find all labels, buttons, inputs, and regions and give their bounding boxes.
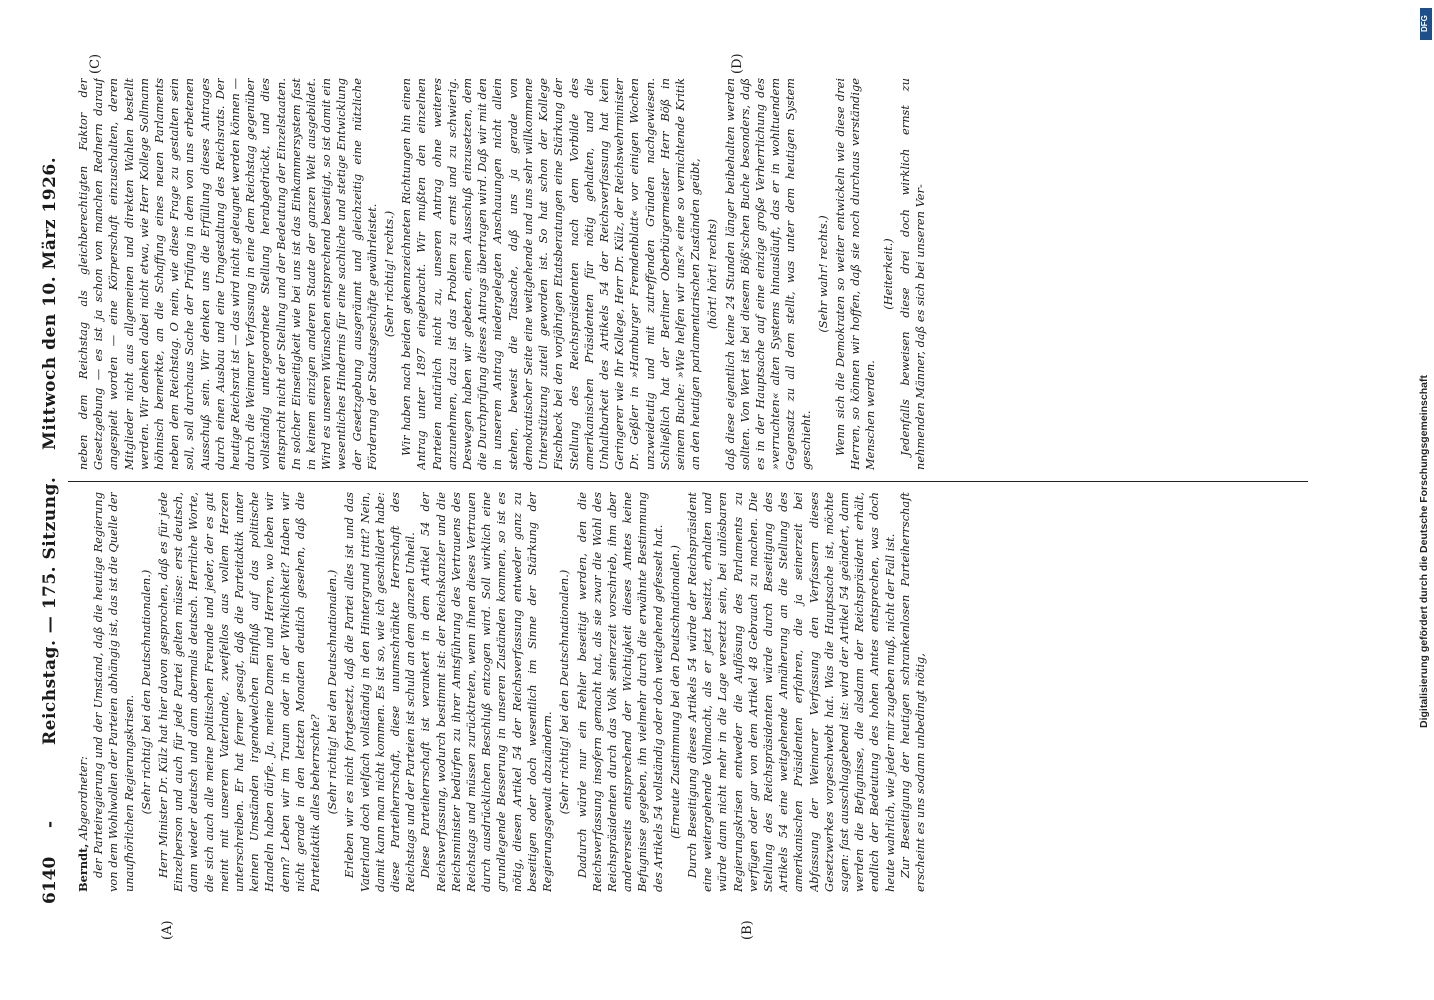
paragraph: Herr Minister Dr. Külz hat hier davon gesprochen, daß es für jede Einzelperson und auch für jede Partei gelten müsse: erst deutsch, dann wieder deutsch und dann abermals deutsch. Herrliche Worte, die sich auch alle meine politischen Freunde und jeder, der es gut meint mit unserem Vaterlande, zweifellos aus vollem Herzen unterschreiben. Er hat ferner gesagt, daß die Parteitaktik unter keinen Umständen irgendwelchen Einfluß auf das politische Handeln haben dürfe. Ja, meine Damen und Herren, wo leben wir denn? Leben wir im Traum oder in der Wirklichkeit? Haben wir nicht gerade in den letzten Monaten deutlich gesehen, daß die Parteitaktik alles beherrschte?: [156, 492, 323, 892]
interjection: (Sehr richtig! rechts.): [382, 210, 397, 338]
session-date: Mittwoch den 10. März 1926.: [40, 156, 60, 450]
interjection: (Sehr wahr! rechts.): [815, 215, 830, 333]
paragraph: Erleben wir es nicht fortgesetzt, daß die Partei alles ist und das Vaterland doch vielfach vollständig in den Hintergrund tritt? Nein, damit kann man nicht kommen. Es ist so, wie ich geschildert habe: diese Parteiherrschaft, diese unumschränkte Herrschaft des Reichstags und der Parteien ist schuld an dem ganzen Unheil.: [342, 492, 418, 892]
interjection: (Sehr richtig! bei den Deutschnationalen.): [325, 569, 340, 815]
paragraph: daß diese eigentlich keine 24 Stunden länger beibehalten werden sollten. Von Wert ist bei diesem Böß'schen Buche besonders, daß es in der Hauptsache auf eine einzige große Verherrlichung des »verruchten« alten Systems hinausläuft, das er in wohltuendem Gegensatz zu all dem stellt, was unter dem heutigen System geschieht.: [722, 78, 813, 470]
left-column: [76, 492, 1306, 892]
paragraph: Jedenfalls beweisen diese drei doch wirklich ernst zu nehmenden Männer, daß es sich bei unseren Ver-: [897, 78, 927, 470]
page-body: [40, 53, 1320, 940]
interjection: (Erneute Zustimmung bei den Deutschnationalen.): [667, 545, 682, 839]
interjection: (Heiterkeit.): [880, 238, 895, 310]
head-dash: -: [40, 820, 60, 828]
paragraph: neben dem Reichstag als gleichberechtigten Faktor der Gesetzgebung — es ist ja schon von manchen Rednern darauf angespielt worden — eine Körperschaft einzuschalten, deren Mitglieder nicht aus allgemeinen und direkten Wahlen bestellt werden. Wir denken dabei nicht etwa, wie Herr Kollege Sollmann höhnisch bemerkte, an die Schaffung eines neuen Parlaments neben dem Reichstag. O nein, wie diese Frage zu gestalten sein soll, soll durchaus Sache der Prüfung in dem von uns erbetenen Ausschuß sein. Wir denken uns die Erfüllung dieses Antrages durch einen Ausbau und eine Umgestaltung des Reichsrats. Der heutige Reichsrat ist — das wird nicht geleugnet werden können — durch die Weimarer Verfassung in eine dem Reichstag gegenüber vollständig untergeordnete Stellung herabgedrückt, und dies entspricht nicht der Stellung und der Bedeutung der Einzelstaaten. In solcher Einseitigkeit wie bei uns ist das Einkammersystem fast in keinem einzigen anderen Staate der ganzen Welt ausgebildet. Wird es unseren Wünschen entsprechend beseitigt, so ist damit ein wesentliches Hindernis für eine sachliche und stetige Entwicklung der Gesetzgebung ausgeräumt und gleichzeitig eine nützliche Förderung der Staatsgeschäfte gewährleistet.: [76, 78, 379, 470]
paragraph: Dadurch würde nur ein Fehler beseitigt werden, den die Reichsverfassung insofern gemacht hat, als sie zwar die Wahl des Reichspräsidenten durch das Volk seinerzeit vorschrieb, ihm aber andererseits entsprechend der Wichtigkeit dieses Amtes keine Befugnisse gegeben, ihn vielmehr durch die erwähnte Bestimmung des Artikels 54 vollständig oder doch weitgehend gefesselt hat.: [574, 492, 665, 892]
paragraph: Durch Beseitigung dieses Artikels 54 würde der Reichspräsident eine weitergehende Vollmacht, als er jetzt besitzt, erhalten und würde dann nicht mehr in die Lage versetzt sein, bei unlösbaren Regierungskrisen entweder die Auflösung des Parlaments zu verfügen oder gar von dem Artikel 48 Gebrauch zu machen. Die Stellung des Reichspräsidenten würde durch Beseitigung des Artikels 54 eine weitgehende Annäherung an die Stellung des amerikanischen Präsidenten erfahren, die ja seinerzeit bei Abfassung der Weimarer Verfassung den Verfassern dieses Gesetzwerkes vorgeschwebt hat. Was die Hauptsache ist, möchte sagen: fast ausschlaggebend ist: wird der Artikel 54 geändert, dann werden die Befugnisse, die alsdann der Reichspräsident erhält, endlich der Bedeutung des hohen Amtes entsprechen, was doch heute wahrlich, wie jeder mir zugeben muß, nicht der Fall ist.: [684, 492, 897, 892]
paragraph: Wir haben nach beiden gekennzeichneten Richtungen hin einen Antrag unter 1897 eingebracht. Wir mußten den einzelnen Parteien natürlich nicht zu, unseren Antrag ohne weiteres anzunehmen, dazu ist das Problem zu ernst und zu schwierig. Deswegen haben wir gebeten, einen Ausschuß einzusetzen, dem die Durchprüfung dieses Antrags übertragen wird. Daß wir mit den in unserem Antrag niedergelegten Anschauungen nicht allein stehen, beweist die Tatsache, daß uns ja gerade von demokratischer Seite eine weitgehende und uns sehr willkommene Unterstützung zuteil geworden ist. So hat schon der Kollege Fischbeck bei den vorjährigen Etatsberatungen eine Stärkung der Stellung des Reichspräsidenten nach dem Vorbilde des amerikanischen Präsidenten für nötig gehalten, und die Unhaltbarkeit des Artikels 54 der Reichsverfassung hat kein Geringerer wie Ihr Kollege, Herr Dr. Külz, der Reichswehrminister Dr. Geßler in »Hamburger Fremdenblatt« vor einigen Wochen unzweideutig und mit zutreffenden Gründen nachgewiesen. Schließlich hat der Berliner Oberbürgermeister Herr Böß in seinem Buche: »Wie helfen wir uns?« eine so vernichtende Kritik an den heutigen parlamentarischen Zuständen geübt,: [399, 78, 703, 470]
digitization-note: Digitalisierung gefördert durch die Deutsche Forschungsgemeinschaft: [1418, 375, 1430, 728]
paragraph: Diese Parteiherrschaft ist verankert in dem Artikel 54 der Reichsverfassung, wodurch bestimmt ist: der Reichskanzler und die Reichsminister bedürfen zu ihrer Amtsführung des Vertrauens des Reichstags und müssen zurücktreten, wenn ihnen dieses Vertrauen durch ausdrücklichen Beschluß entzogen wird. Soll wirklich eine grundlegende Besserung in unseren Zuständen kommen, so ist es nötig, diesen Artikel 54 der Reichsverfassung entweder ganz zu beseitigen oder doch wesentlich im Sinne der Stärkung der Regierungsgewalt abzuändern.: [418, 492, 555, 892]
right-column: [76, 78, 1306, 470]
margin-letter-d: (D): [730, 53, 745, 74]
column-rule: [68, 481, 1308, 482]
paragraph: Wenn sich die Demokraten so weiter entwickeln wie diese drei Herren, so können wir hoffen, daß sie noch durchaus verständige Menschen werden.: [832, 78, 878, 470]
interjection: (Sehr richtig! bei den Deutschnationalen.): [138, 569, 153, 815]
page-number: 6140: [40, 856, 60, 904]
speaker-name: Berndt,: [76, 843, 90, 892]
paragraph: Zur Beseitigung der heutigen schrankenlosen Parteiherrschaft erscheint es uns sodann unbedingt nötig,: [897, 492, 927, 892]
dfg-logo: DFG: [1420, 8, 1432, 40]
interjection: (hört! hört! rechts): [705, 218, 720, 330]
margin-letter-c: (C): [88, 53, 103, 74]
margin-letter-a: (A): [160, 920, 175, 940]
session-title: Reichstag. — 175. Sitzung.: [40, 476, 60, 745]
interjection: (Sehr richtig! bei den Deutschnationalen.): [557, 569, 572, 815]
paragraph: der Parteiregierung und der Umstand, daß die heutige Regierung von dem Wohlwollen der Parteien abhängig ist, das ist die Quelle der unaufhörlichen Regierungskrisen.: [91, 492, 136, 892]
running-head: [40, 80, 70, 910]
margin-letter-b: (B): [740, 920, 755, 940]
speaker-line: [76, 492, 91, 892]
speaker-role: Abgeordneter:: [76, 756, 90, 844]
